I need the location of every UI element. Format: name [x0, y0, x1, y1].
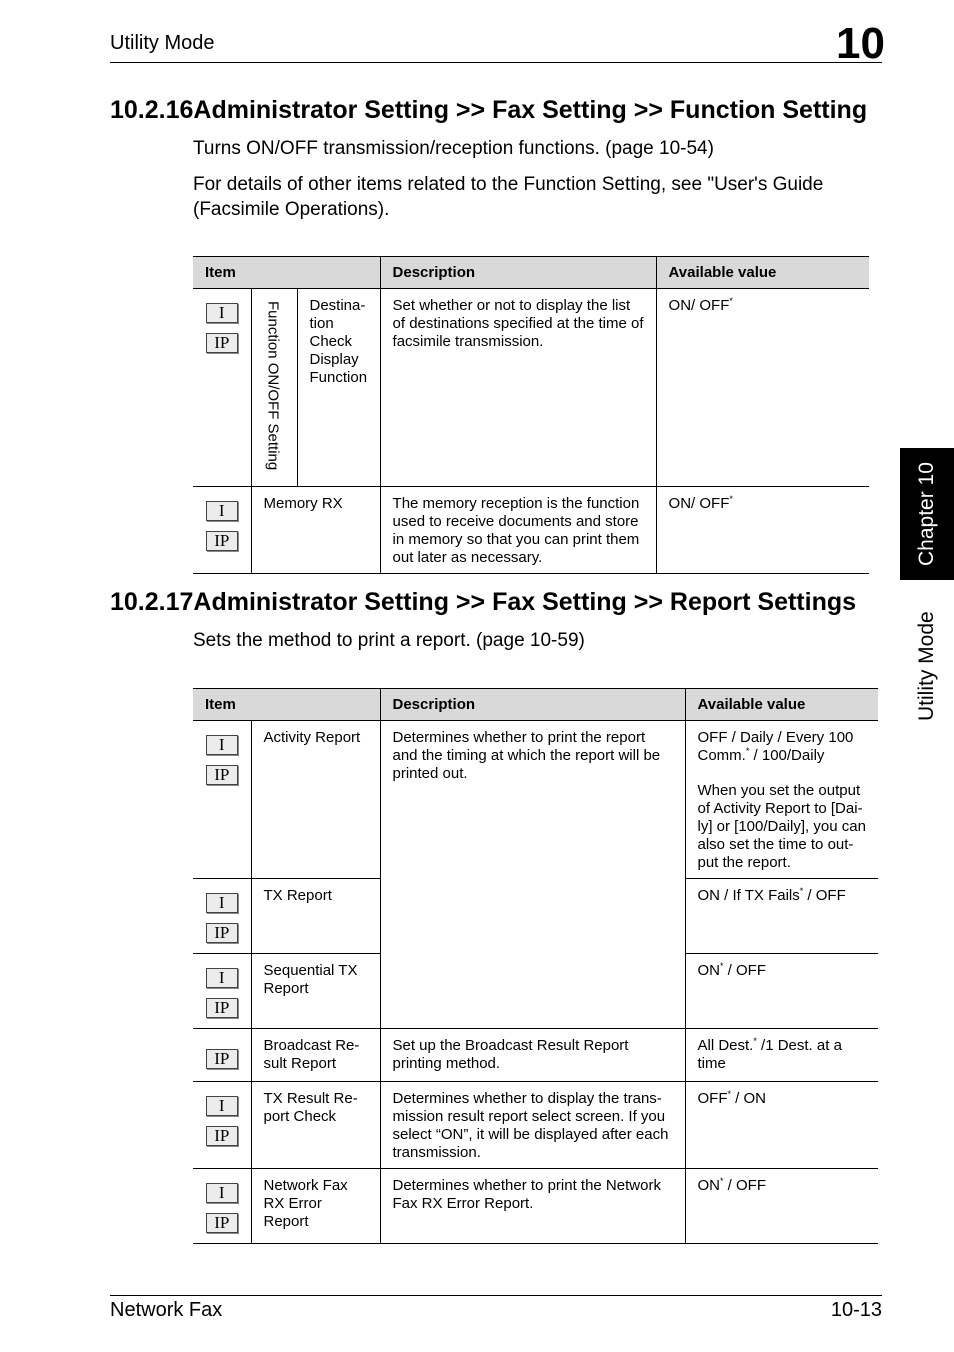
- description-cell: Set up the Broadcast Result Report printing method.: [380, 1029, 685, 1082]
- value-cell: [685, 954, 878, 1029]
- ip-mode-icon: IP: [206, 531, 238, 551]
- description-cell: The memory reception is the function used to receive documents and store in memory so that you can print them out later as necessary.: [380, 487, 656, 574]
- default-marker: *: [729, 296, 733, 306]
- value-cell: [685, 1082, 878, 1169]
- section1-details: For details of other items related to the Function Setting, see "User's Guide (Facsimile Operations).: [193, 174, 824, 220]
- table-row: [193, 289, 869, 487]
- value-part: / OFF: [723, 1177, 767, 1194]
- value-part: / OFF: [803, 887, 846, 904]
- mode-icons: [193, 1169, 251, 1244]
- value-part: ON: [697, 1177, 720, 1194]
- i-mode-icon: I: [206, 1183, 238, 1203]
- value-part: / OFF: [723, 962, 767, 979]
- i-mode-icon: I: [206, 501, 238, 521]
- footer-rule: [110, 1295, 882, 1296]
- ip-mode-icon: IP: [206, 333, 238, 353]
- function-setting-table: [193, 256, 869, 574]
- description-cell: Determines whether to print the Network Fax RX Error Report.: [380, 1169, 685, 1244]
- table-header-row: [193, 257, 869, 289]
- value-cell: [685, 879, 878, 954]
- mode-icons: [193, 954, 251, 1029]
- mode-icons: [193, 1082, 251, 1169]
- ip-mode-icon: IP: [206, 765, 238, 785]
- report-settings-table: [193, 688, 878, 1244]
- mode-icons: [193, 1029, 251, 1082]
- default-marker: *: [745, 746, 750, 756]
- section-heading-report-settings: 10.2.17Administrator Setting >> Fax Setting >> Report Settings: [110, 588, 857, 616]
- column-header-description: Description: [380, 689, 685, 721]
- ip-mode-icon: IP: [206, 923, 238, 943]
- description-cell: Determines whether to display the trans-mission result report select screen. If you select “ON”, it will be displayed after each transmission.: [380, 1082, 685, 1169]
- section1-intro: Turns ON/OFF transmission/reception functions. (page 10-54): [193, 138, 714, 159]
- column-header-value: Available value: [685, 689, 878, 721]
- default-marker: *: [720, 961, 724, 971]
- table-row: [193, 721, 878, 879]
- default-marker: *: [729, 494, 733, 504]
- item-cell: Sequential TX Report: [251, 954, 380, 1029]
- item-cell: Broadcast Re-sult Report: [251, 1029, 380, 1082]
- value-cell: [656, 487, 869, 574]
- ip-mode-icon: IP: [206, 1213, 238, 1233]
- running-header-title: Utility Mode: [110, 32, 215, 54]
- page-number: 10-13: [830, 1299, 882, 1321]
- description-cell: Set whether or not to display the list of destinations specified at the time of facsimile transmission.: [380, 289, 656, 487]
- chapter-number: 10: [836, 19, 885, 68]
- default-marker: *: [720, 1176, 724, 1186]
- default-marker: *: [727, 1089, 732, 1099]
- value-part: / 100/Daily: [749, 747, 825, 764]
- column-header-item: Item: [193, 689, 380, 721]
- table-row: [193, 487, 869, 574]
- value-text: ON/ OFF: [668, 297, 730, 314]
- value-cell: [685, 721, 878, 879]
- value-cell: [656, 289, 869, 487]
- item-cell: Memory RX: [251, 487, 380, 574]
- footer-title: Network Fax: [110, 1299, 223, 1321]
- i-mode-icon: I: [206, 968, 238, 988]
- side-mode-label: Utility Mode: [915, 611, 938, 721]
- item-cell: TX Report: [251, 879, 380, 954]
- table-row: [193, 1029, 878, 1082]
- value-text: ON/ OFF: [668, 495, 730, 512]
- i-mode-icon: I: [206, 735, 238, 755]
- mode-icons: [193, 721, 251, 879]
- description-cell: Determines whether to print the report and the timing at which the report will be printed out.: [380, 721, 685, 1029]
- ip-mode-icon: IP: [206, 1126, 238, 1146]
- column-header-value: Available value: [656, 257, 869, 289]
- value-part: /1 Dest. at a time: [697, 1037, 842, 1072]
- value-part: ON: [697, 962, 720, 979]
- value-part: OFF: [697, 1090, 728, 1107]
- group-label: Function ON/OFF Setting: [264, 301, 282, 471]
- item-cell: Activity Report: [251, 721, 380, 879]
- table-row: [193, 1169, 878, 1244]
- value-note: When you set the output of Activity Report to [Dai-ly] or [100/Daily], you can also set the time to out-put the report.: [697, 782, 866, 871]
- default-marker: *: [799, 886, 804, 896]
- mode-icons: [193, 487, 251, 574]
- i-mode-icon: I: [206, 893, 238, 913]
- value-part: OFF / Daily / Every 100 Comm.: [697, 729, 854, 764]
- value-part: / ON: [731, 1090, 767, 1107]
- mode-icons: [193, 879, 251, 954]
- ip-mode-icon: IP: [206, 998, 238, 1018]
- chapter-tab-label: Chapter 10: [915, 462, 938, 566]
- value-cell: [685, 1029, 878, 1082]
- value-part: All Dest.: [697, 1037, 754, 1054]
- group-label-cell: [251, 289, 297, 487]
- header-rule: [110, 62, 882, 63]
- value-cell: [685, 1169, 878, 1244]
- table-header-row: [193, 689, 878, 721]
- table-row: [193, 1082, 878, 1169]
- section-heading-function-setting: 10.2.16Administrator Setting >> Fax Setting >> Function Setting: [110, 96, 868, 124]
- item-cell: Network Fax RX Error Report: [251, 1169, 380, 1244]
- section2-intro: Sets the method to print a report. (page 10-59): [193, 630, 585, 651]
- value-part: ON / If TX Fails: [697, 887, 800, 904]
- item-cell: TX Result Re-port Check: [251, 1082, 380, 1169]
- item-cell: Destina-tion Check Display Function: [297, 289, 380, 487]
- mode-icons: [193, 289, 251, 487]
- default-marker: *: [753, 1036, 757, 1046]
- i-mode-icon: I: [206, 1096, 238, 1116]
- i-mode-icon: I: [206, 303, 238, 323]
- value-text: [698, 729, 867, 765]
- column-header-item: Item: [193, 257, 380, 289]
- ip-mode-icon: IP: [206, 1049, 238, 1069]
- column-header-description: Description: [380, 257, 656, 289]
